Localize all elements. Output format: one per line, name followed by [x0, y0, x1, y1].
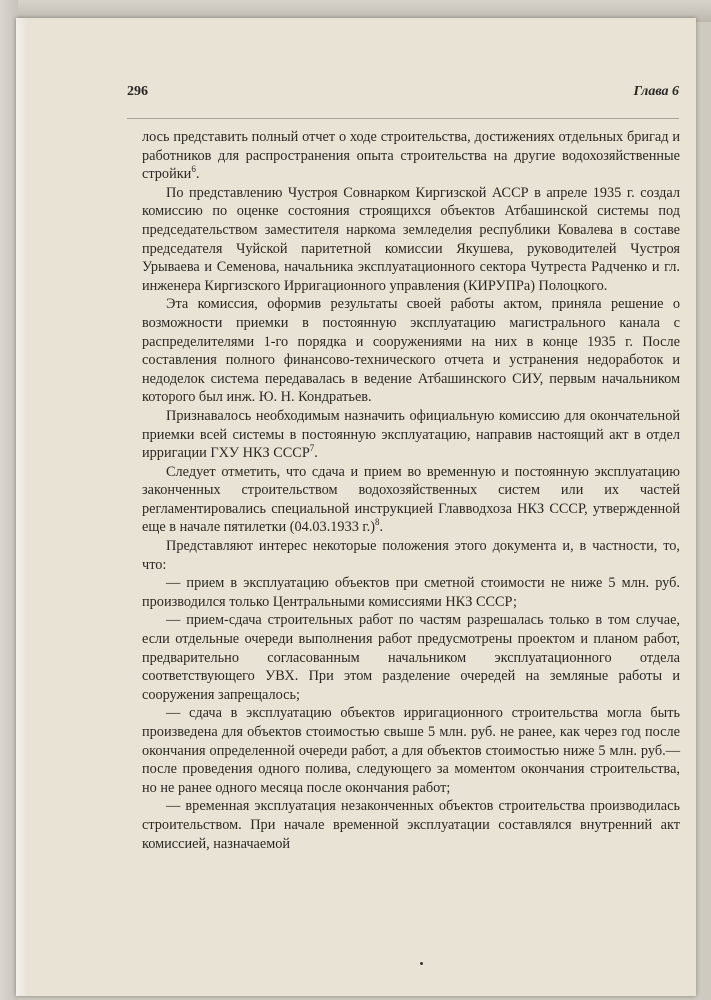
footnote-ref: 8: [375, 517, 380, 528]
paragraph: Следует отметить, что сдача и прием во временную и постоянную эксплуатацию законченных строительством водохозяйственных систем или их частей регламентировались специальной инструкцией Главводхоза НКЗ СССР, утвержденной еще в начале пятилетки (04.03.1933 г.)$^8$.: [142, 463, 680, 536]
paragraph: По представлению Чустроя Совнарком Киргизской АССР в апреле 1935 г. создал комиссию по оценке состояния строящихся объектов Атбашинской системы под председательством заместителя наркома земледелия республики Ковалева в составе председателя Чуйской паритетной комиссии Якушева, руководителей Чустроя Урываева и Семенова, начальника эксплуатационного сектора Чутреста Радченко и гл. инженера Киргизского Ирригационного управления (КИРУПРа) Полоцкого.: [142, 184, 680, 294]
running-header: [127, 84, 679, 104]
footnote-ref: 7: [309, 443, 315, 454]
list-item: — сдача в эксплуатацию объектов ирригационного строительства могла быть произведена для объектов стоимостью свыше 5 млн. руб. не ранее, как через год после окончания определенной очереди работ, а для объектов стоимостью ниже 5 млн. руб.— после проведения одного полива, следующего за моментом окончания строительства, но не ранее одного месяца после окончания работ;: [142, 705, 680, 796]
header-rule: [127, 118, 679, 119]
print-speck: [420, 962, 423, 965]
list-item: — временная эксплуатация незаконченных объектов строительства производилась строительством. При начале временной эксплуатации составлялся внутренний акт комиссией, назначаемой: [142, 798, 680, 852]
paragraph: Представляют интерес некоторые положения этого документа и, в частности, то, что:: [142, 538, 680, 573]
list-item: — прием в эксплуатацию объектов при сметной стоимости не ниже 5 млн. руб. производился только Центральными комиссиями НКЗ СССР;: [142, 575, 680, 610]
page-number: 296: [127, 84, 148, 99]
chapter-title: Глава 6: [633, 84, 679, 99]
page-edge: [16, 18, 30, 996]
paragraph: лось представить полный отчет о ходе строительства, достижениях отдельных бригад и работников для распространения опыта строительства на другие водохозяйственные стройки$^6$.: [142, 129, 680, 183]
footnote-ref: 6: [191, 164, 196, 175]
paragraph: Признавалось необходимым назначить официальную комиссию для окончательной приемки всей системы в постоянную эксплуатацию, направив настоящий акт в отдел ирригации ГХУ НКЗ СССР$^7$.: [142, 407, 680, 462]
list-item: — прием-сдача строительных работ по частям разрешалась только в том случае, если отдельные очереди выполнения работ предусмотрены проектом и планом работ, предварительно согласованным начальником эксплуатационного отдела соответствующего УВХ. При этом разделение очередей на земляные работы и сооружения запрещалось;: [142, 612, 680, 703]
paragraph: Эта комиссия, оформив результаты своей работы актом, приняла решение о возможности приемки в постоянную эксплуатацию магистрального канала с распределителями 1-го порядка и сооружениями на них в конце 1935 г. После составления полного финансово-технического отчета и устранения недоработок и недоделок система передавалась в ведение Атбашинского СИУ, первым начальником которого был инж. Ю. Н. Кондратьев.: [142, 296, 680, 406]
body-text: [142, 128, 680, 853]
